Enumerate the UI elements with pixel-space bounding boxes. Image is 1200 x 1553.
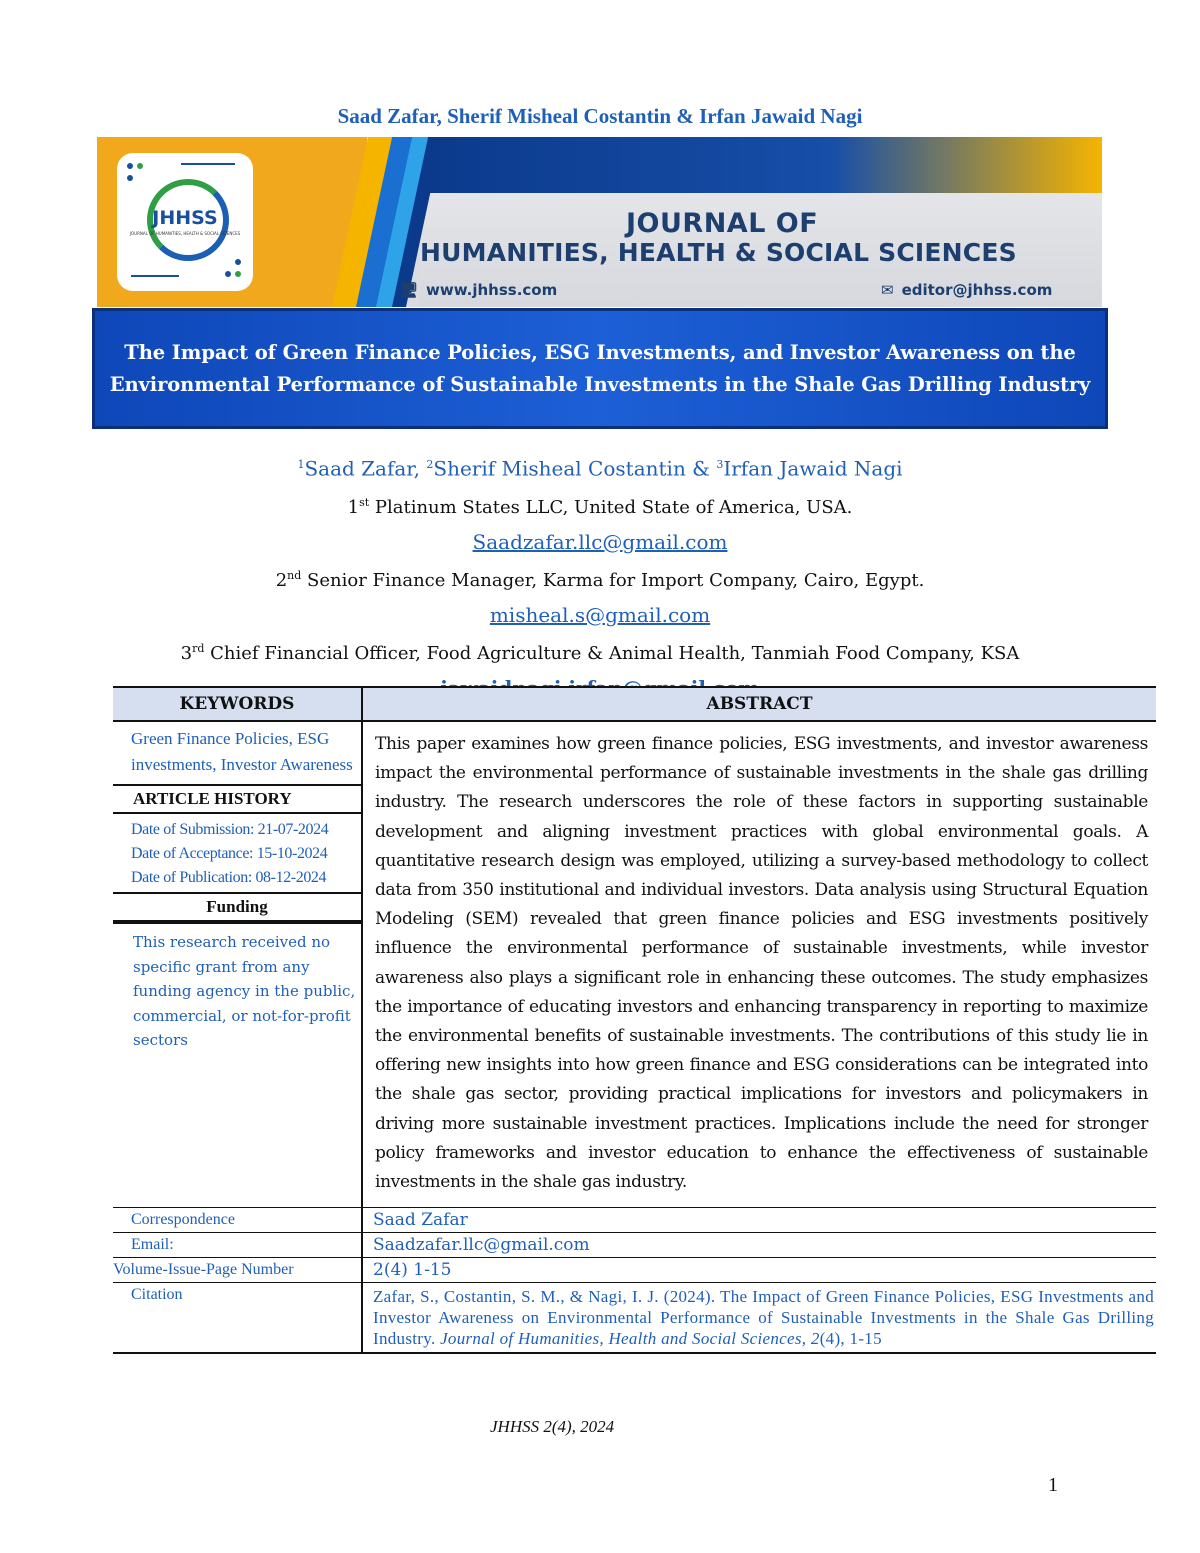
affiliation-3: 3rd Chief Financial Officer, Food Agriculture & Animal Health, Tanmiah Food Company, KSA bbox=[180, 641, 1020, 664]
author-email-2[interactable]: misheal.s@gmail.com bbox=[489, 602, 711, 627]
article-dates bbox=[113, 814, 361, 892]
journal-email[interactable]: ✉ editor@jhhss.com bbox=[881, 281, 1053, 299]
volume-label: Volume-Issue-Page Number bbox=[113, 1258, 362, 1283]
author-email-1[interactable]: Saadzafar.llc@gmail.com bbox=[472, 529, 728, 554]
journal-banner bbox=[97, 137, 1102, 307]
page-footer: JHHSS 2(4), 2024 bbox=[490, 1417, 615, 1436]
submission-date: Date of Submission: 21-07-2024 bbox=[131, 821, 329, 838]
affiliation-1: 1st Platinum States LLC, United State of America, USA. bbox=[347, 495, 853, 518]
logo-text: JHHSS bbox=[152, 207, 218, 229]
journal-name-line1: JOURNAL OF bbox=[626, 208, 819, 239]
paper-title: The Impact of Green Finance Policies, ESG Investments, and Investor Awareness on the Environmental Performance of Sustainable Investments in the Shale Gas Drilling Industry bbox=[109, 340, 1091, 396]
article-info-table bbox=[113, 686, 1156, 1354]
funding-header: Funding bbox=[113, 892, 361, 922]
journal-name-line2: HUMANITIES, HEALTH & SOCIAL SCIENCES bbox=[420, 238, 1017, 268]
citation-text: Zafar, S., Costantin, S. M., & Nagi, I. J. (2024). The Impact of Green Finance Policies, ESG Investments and Investor Awareness on Environmental Performance of Sustainable Investments in the Shale Gas Drilling Industry. Journal of Humanities, Health and Social Sciences, 2(4), 1-15 bbox=[362, 1283, 1156, 1354]
correspondence-value: Saad Zafar bbox=[362, 1208, 1156, 1233]
journal-website[interactable]: 🖥 www.jhhss.com bbox=[399, 281, 558, 299]
article-history-header: ARTICLE HISTORY bbox=[113, 784, 361, 814]
keywords-header: KEYWORDS bbox=[113, 687, 362, 721]
citation-label: Citation bbox=[113, 1283, 362, 1354]
volume-value: 2(4) 1-15 bbox=[362, 1258, 1156, 1283]
publication-date: Date of Publication: 08-12-2024 bbox=[131, 869, 327, 886]
journal-logo bbox=[117, 153, 253, 291]
running-head: Saad Zafar, Sherif Misheal Costantin & Irfan Jawaid Nagi bbox=[337, 104, 863, 128]
author-block bbox=[0, 448, 1200, 705]
acceptance-date: Date of Acceptance: 15-10-2024 bbox=[131, 845, 328, 862]
envelope-icon: ✉ bbox=[881, 281, 894, 299]
email-value[interactable]: Saadzafar.llc@gmail.com bbox=[362, 1233, 1156, 1258]
author-names: $^1$Saad Zafar, $^2$Sherif Misheal Costantin & $^3$Irfan Jawaid Nagi bbox=[297, 456, 903, 481]
abstract-text: This paper examines how green finance policies, ESG investments, and investor awareness impact the environmental performance of sustainable investments in the shale gas drilling industry. The research underscores the role of these factors in supporting sustainable development and aligning investment practices with global environmental goals. A quantitative research design was employed, utilizing a survey-based methodology to collect data from 350 institutional and individual investors. Data analysis using Structural Equation Modeling (SEM) revealed that green finance policies and ESG investments positively influence the environmental performance of sustainable investments, while investor awareness also plays a significant role in enhancing these outcomes. The study emphasizes the importance of educating investors and enhancing transparency in reporting to maximize the environmental benefits of sustainable investments. The contributions of this study lie in offering new insights into how green finance and ESG considerations can be integrated into the shale gas sector, providing practical implications for investors and policymakers in driving more sustainable investment practices. Implications include the need for stronger policy frameworks and investor education to enhance the effectiveness of sustainable investments in the shale gas industry. bbox=[375, 734, 1148, 1193]
keywords-list: Green Finance Policies, ESG investments, Investor Awareness bbox=[131, 729, 353, 774]
affiliation-2: 2nd Senior Finance Manager, Karma for Import Company, Cairo, Egypt. bbox=[275, 568, 925, 591]
journal-name bbox=[420, 208, 1017, 268]
abstract-header: ABSTRACT bbox=[362, 687, 1156, 721]
banner-top-bar bbox=[427, 137, 1102, 193]
page-number: 1 bbox=[1048, 1474, 1058, 1496]
logo-subtext: JOURNAL OF HUMANITIES, HEALTH & SOCIAL SCIENCES bbox=[129, 231, 241, 236]
email-label: Email: bbox=[113, 1233, 362, 1258]
paper-title-box bbox=[92, 308, 1108, 429]
monitor-icon: 🖥 bbox=[399, 281, 419, 299]
correspondence-label: Correspondence bbox=[113, 1208, 362, 1233]
funding-text: This research received no specific grant from any funding agency in the public, commercial, or not-for-profit sectors bbox=[113, 922, 361, 1059]
